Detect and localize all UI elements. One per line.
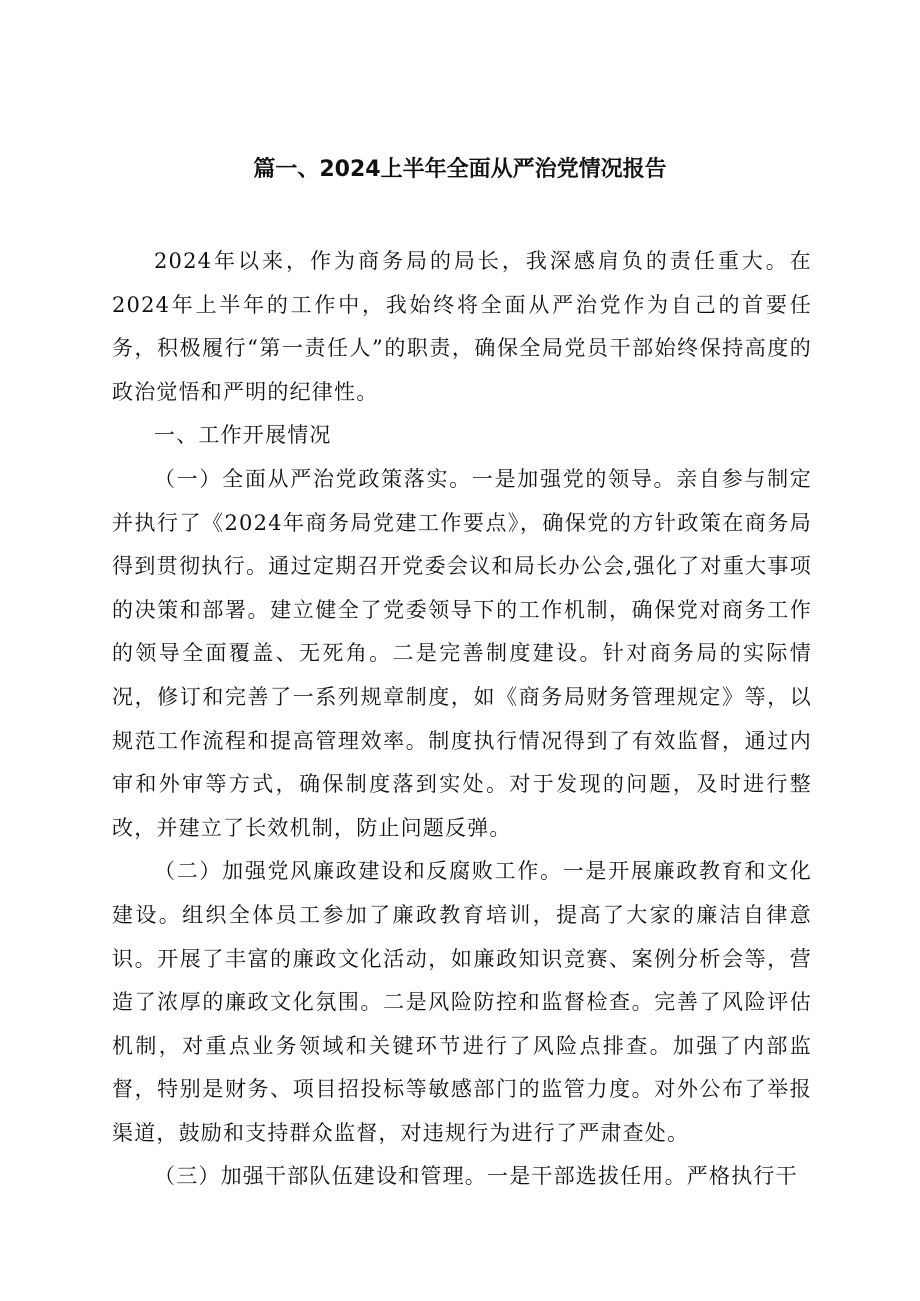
section-heading: 一、工作开展情况 bbox=[154, 423, 332, 448]
document-title: 篇一、2024上半年全面从严治党情况报告 bbox=[253, 157, 667, 182]
paragraph-item-3: （三）加强干部队伍建设和管理。一是干部选拔任用。严格执行干 bbox=[154, 1164, 798, 1189]
paragraph-intro: 2024年以来，作为商务局的局长，我深感肩负的责任重大。在2024年上半年的工作中，我始终将全面从严治党作为自己的首要任务，积极履行“第一责任人”的职责，确保全局党员干部始终保持高度的政治觉悟和严明的纪律性。 bbox=[112, 249, 812, 404]
document-body bbox=[112, 240, 812, 1199]
paragraph-item-1: （一）全面从严治党政策落实。一是加强党的领导。亲自参与制定并执行了《2024年商务局党建工作要点》，确保党的方针政策在商务局得到贯彻执行。通过定期召开党委会议和局长办公会,强化了对重大事项的决策和部署。建立健全了党委领导下的工作机制，确保党对商务工作的领导全面覆盖、无死角。二是完善制度建设。针对商务局的实际情况，修订和完善了一系列规章制度，如《商务局财务管理规定》等，以规范工作流程和提高管理效率。制度执行情况得到了有效监督，通过内审和外审等方式，确保制度落到实处。对于发现的问题，及时进行整改，并建立了长效机制，防止问题反弹。 bbox=[112, 466, 812, 840]
paragraph-item-2: （二）加强党风廉政建设和反腐败工作。一是开展廉政教育和文化建设。组织全体员工参加了廉政教育培训，提高了大家的廉洁自律意识。开展了丰富的廉政文化活动，如廉政知识竞赛、案例分析会等，营造了浓厚的廉政文化氛围。二是风险防控和监督检查。完善了风险评估机制，对重点业务领域和关键环节进行了风险点排查。加强了内部监督，特别是财务、项目招投标等敏感部门的监管力度。对外公布了举报渠道，鼓励和支持群众监督，对违规行为进行了严肃查处。 bbox=[112, 859, 812, 1145]
